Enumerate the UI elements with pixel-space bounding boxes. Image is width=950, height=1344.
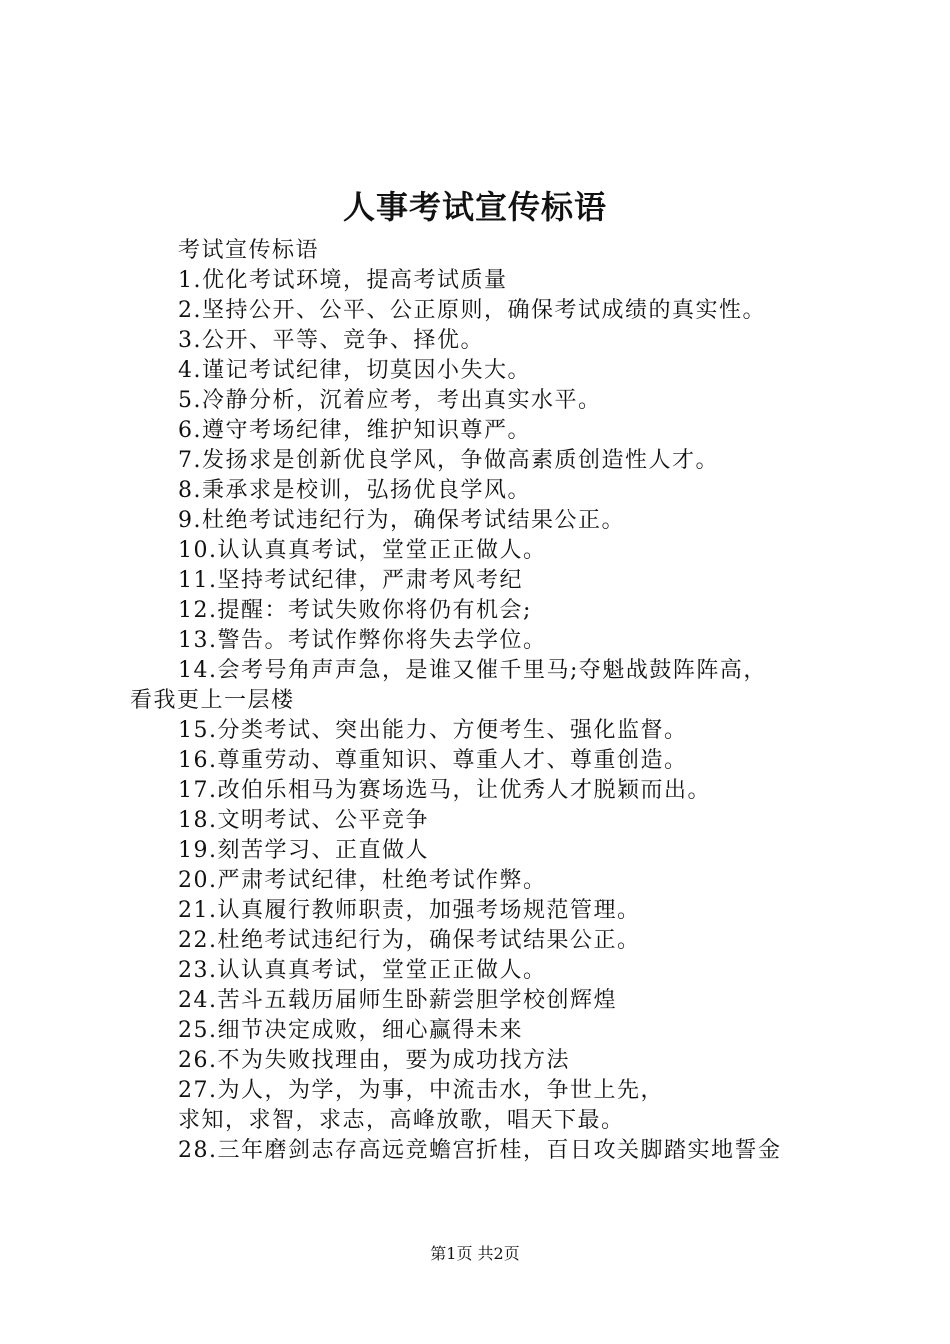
document-body (130, 236, 850, 1166)
text-line: 11.坚持考试纪律，严肃考风考纪 (178, 568, 523, 593)
text-line: 6.遵守考场纪律，维护知识尊严。 (178, 418, 531, 443)
text-line: 24.苦斗五载历届师生卧薪尝胆学校创辉煌 (178, 988, 617, 1013)
text-line: 25.细节决定成败，细心赢得未来 (178, 1018, 523, 1043)
text-line: 26.不为失败找理由，要为成功找方法 (178, 1048, 570, 1073)
text-line: 求知，求智，求志，高峰放歌，唱天下最。 (178, 1108, 625, 1133)
text-line: 7.发扬求是创新优良学风，争做高素质创造性人才。 (178, 448, 719, 473)
text-line: 14.会考号角声声急，是谁又催千里马;夺魁战鼓阵阵高， (178, 658, 767, 683)
text-line: 22.杜绝考试违纪行为，确保考试结果公正。 (178, 928, 641, 953)
text-line: 2.坚持公开、公平、公正原则，确保考试成绩的真实性。 (178, 298, 766, 323)
text-line: 28.三年磨剑志存高远竞蟾宫折桂，百日攻关脚踏实地誓金 (178, 1138, 782, 1163)
text-line: 考试宣传标语 (178, 238, 320, 263)
text-line: 3.公开、平等、竞争、择优。 (178, 328, 484, 353)
text-line: 9.杜绝考试违纪行为，确保考试结果公正。 (178, 508, 625, 533)
text-line: 23.认认真真考试，堂堂正正做人。 (178, 958, 547, 983)
text-line: 看我更上一层楼 (130, 688, 295, 713)
text-line: 18.文明考试、公平竞争 (178, 808, 429, 833)
text-line: 4.谨记考试纪律，切莫因小失大。 (178, 358, 531, 383)
text-line: 16.尊重劳动、尊重知识、尊重人才、尊重创造。 (178, 748, 688, 773)
document-title: 人事考试宣传标语 (342, 188, 607, 226)
text-line: 15.分类考试、突出能力、方便考生、强化监督。 (178, 718, 688, 743)
text-line: 8.秉承求是校训，弘扬优良学风。 (178, 478, 531, 503)
text-line: 21.认真履行教师职责，加强考场规范管理。 (178, 898, 641, 923)
text-line: 5.冷静分析，沉着应考，考出真实水平。 (178, 388, 602, 413)
text-line: 12.提醒：考试失败你将仍有机会; (178, 598, 532, 623)
text-line: 17.改伯乐相马为赛场选马，让优秀人才脱颖而出。 (178, 778, 711, 803)
text-line: 20.严肃考试纪律，杜绝考试作弊。 (178, 868, 547, 893)
text-line: 13.警告。考试作弊你将失去学位。 (178, 628, 547, 653)
text-line: 27.为人，为学，为事，中流击水，争世上先， (178, 1078, 664, 1103)
text-line: 19.刻苦学习、正直做人 (178, 838, 429, 863)
text-line: 10.认认真真考试，堂堂正正做人。 (178, 538, 547, 563)
page-footer: 第1页 共2页 (430, 1244, 520, 1263)
text-line: 1.优化考试环境，提高考试质量 (178, 268, 508, 293)
